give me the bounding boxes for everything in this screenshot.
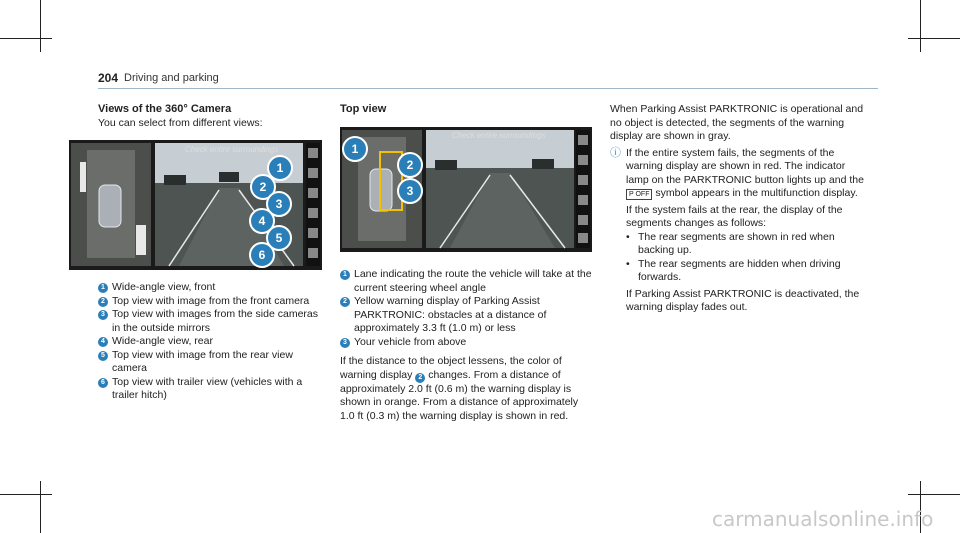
- list-item: 1 Lane indicating the route the vehicle will take at the current steering wheel angle: [340, 268, 595, 295]
- list-item: 2 Yellow warning display of Parking Assist PARKTRONIC: obstacles at a distance of approximately 3.3 ft (1.0 m) or less: [340, 295, 595, 336]
- list-item: 2 Top view with image from the front camera: [98, 295, 328, 309]
- list-item: • The rear segments are shown in red when backing up.: [626, 231, 870, 258]
- note-text: If the entire system fails, the segments of the warning display are shown in red. The indicator lamp on the PARKTRONIC button lights up and the P OFF symbol appears in the multifunction display.: [626, 146, 864, 199]
- list-item: 4 Wide-angle view, rear: [98, 335, 328, 349]
- list-item: 1 Wide-angle view, front: [98, 281, 328, 295]
- distance-paragraph: If the distance to the object lessens, the color of warning display 2 changes. From a distance of approximately 2.0 ft (0.6 m) the warning display is shown in orange. From a distance of approximately 1.0 ft (0.3 m) the warning display is shown in red.: [340, 355, 579, 422]
- column-parktronic: [610, 103, 870, 315]
- callout-1: 1: [267, 155, 293, 181]
- list-item: 3 Top view with images from the side cameras in the outside mirrors: [98, 308, 328, 335]
- views-heading: Views of the 360° Camera: [98, 103, 232, 115]
- page-number: 204: [98, 71, 119, 85]
- callout-1: 1: [342, 136, 368, 162]
- note-block: [610, 147, 870, 315]
- list-item: 6 Top view with trailer view (vehicles with a trailer hitch): [98, 376, 328, 403]
- column-views: [98, 103, 328, 130]
- watermark: carmanualsonline.info: [712, 507, 934, 531]
- list-item: 3 Your vehicle from above: [340, 336, 595, 350]
- top-view-list: [340, 268, 595, 423]
- callout-6: 6: [249, 242, 275, 268]
- parktronic-off-icon: P OFF: [626, 189, 652, 200]
- list-item: • The rear segments are hidden when driving forwards.: [626, 258, 870, 285]
- callout-5: 5: [266, 225, 292, 251]
- views-list: [98, 281, 328, 403]
- list-item: 5 Top view with image from the rear view camera: [98, 349, 328, 376]
- section-title: Driving and parking: [124, 72, 219, 84]
- callout-4: 4: [249, 208, 275, 234]
- callout-2: 2: [397, 152, 423, 178]
- screen-title: Check entire surroundings: [452, 131, 546, 140]
- top-view-heading: Top view: [340, 103, 387, 115]
- views-intro: You can select from different views:: [98, 116, 263, 129]
- column-top-view: [340, 103, 590, 117]
- callout-2: 2: [250, 174, 276, 200]
- operational-paragraph: When Parking Assist PARKTRONIC is operational and no object is detected, the segments of the warning display are shown in gray.: [610, 103, 864, 142]
- header-rule: [98, 88, 878, 89]
- camera-screen-top-view: [340, 127, 592, 252]
- callout-3: 3: [397, 178, 423, 204]
- deactivated-text: If Parking Assist PARKTRONIC is deactivated, the warning display fades out.: [626, 287, 860, 313]
- screen-title: Check entire surroundings: [185, 145, 279, 154]
- info-icon: ⓘ: [610, 146, 621, 159]
- rear-fail-text: If the system fails at the rear, the display of the segments changes as follows:: [626, 203, 843, 229]
- callout-3: 3: [266, 191, 292, 217]
